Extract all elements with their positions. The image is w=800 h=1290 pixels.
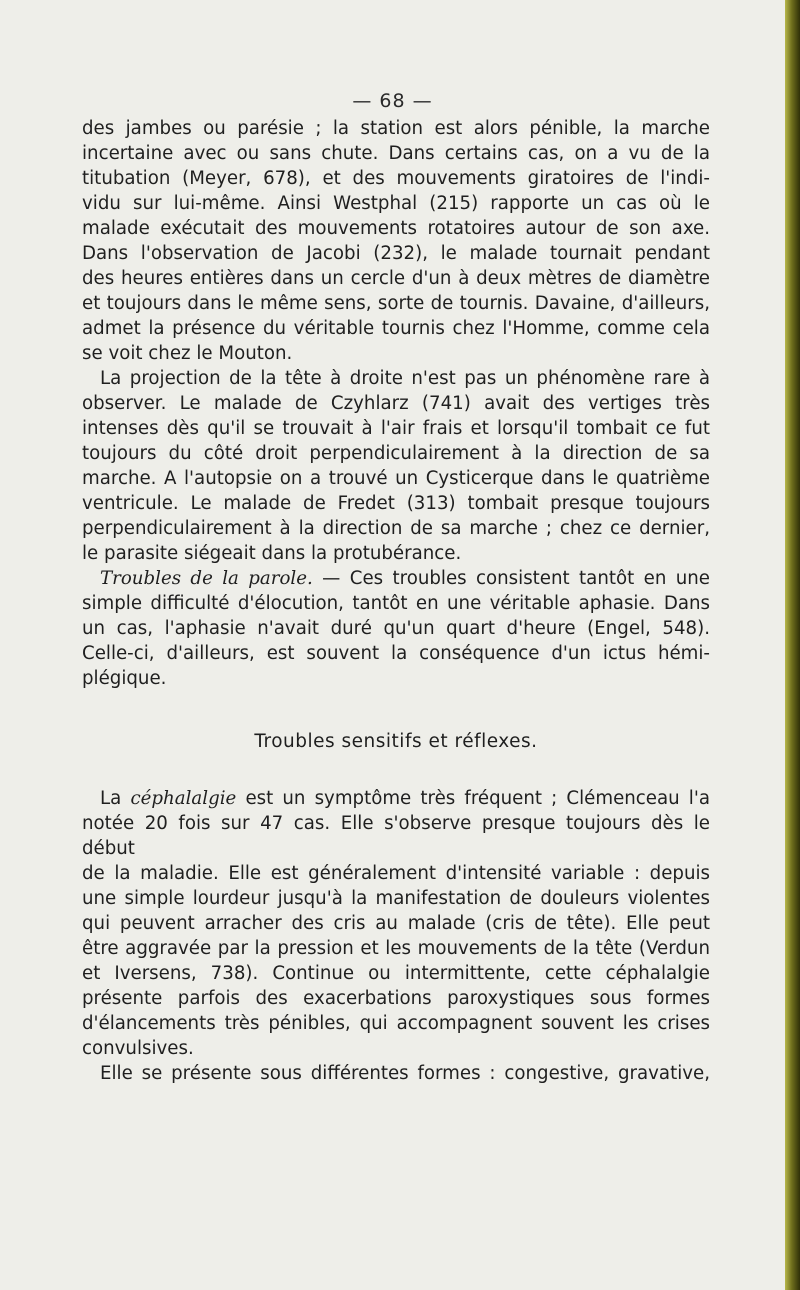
text-line xyxy=(82,786,710,811)
italic-subheading: Troubles de la parole. xyxy=(100,568,313,589)
text-line: observer. Le malade de Czyhlarz (741) avait des vertiges très xyxy=(82,393,710,414)
text-line: être aggravée par la pression et les mouvements de la tête (Verdun xyxy=(82,938,710,959)
text-line: marche. A l'autopsie on a trouvé un Cysticerque dans le quatrième xyxy=(82,468,710,489)
text-line: un cas, l'aphasie n'avait duré qu'un quart d'heure (Engel, 548). xyxy=(82,618,710,639)
text-line: vidu sur lui-même. Ainsi Westphal (215) rapporte un cas où le xyxy=(82,193,710,214)
text-line: et toujours dans le même sens, sorte de tournis. Davaine, d'ailleurs, xyxy=(82,293,710,314)
text-line: des jambes ou parésie ; la station est alors pénible, la marche xyxy=(82,118,710,139)
text-line: qui peuvent arracher des cris au malade (cris de tête). Elle peut xyxy=(82,913,710,934)
text-line: perpendiculairement à la direction de sa marche ; chez ce dernier, xyxy=(82,518,710,539)
text-line: admet la présence du véritable tournis chez l'Homme, comme cela xyxy=(82,318,710,339)
italic-term: céphalalgie xyxy=(130,788,237,809)
text-line: et Iversens, 738). Continue ou intermittente, cette céphalalgie xyxy=(82,963,710,984)
text-line: La projection de la tête à droite n'est pas un phénomène rare à xyxy=(100,368,710,389)
text-line: Dans l'observation de Jacobi (232), le malade tournait pendant xyxy=(82,243,710,264)
text-line: Celle-ci, d'ailleurs, est souvent la conséquence d'un ictus hémi- xyxy=(82,643,710,664)
text-line: plégique. xyxy=(82,668,167,689)
text-line: titubation (Meyer, 678), et des mouvements giratoires de l'indi- xyxy=(82,168,710,189)
text-span: La xyxy=(100,788,131,809)
text-span: — Ces troubles consistent tantôt en une xyxy=(312,568,710,589)
text-line: malade exécutait des mouvements rotatoires autour de son axe. xyxy=(82,218,710,239)
page-number: — 68 — xyxy=(352,90,433,112)
text-line: convulsives. xyxy=(82,1038,194,1059)
text-line: intenses dès qu'il se trouvait à l'air frais et lorsqu'il tombait ce fut xyxy=(82,418,710,439)
text-line xyxy=(82,566,710,591)
page-edge xyxy=(785,0,800,1290)
text-line: le parasite siégeait dans la protubérance. xyxy=(82,543,462,564)
section-heading: Troubles sensitifs et réflexes. xyxy=(254,731,538,752)
text-line: toujours du côté droit perpendiculairement à la direction de sa xyxy=(82,443,710,464)
text-line: simple difficulté d'élocution, tantôt en une véritable aphasie. Dans xyxy=(82,593,710,614)
text-line: des heures entières dans un cercle d'un à deux mètres de diamètre xyxy=(82,268,710,289)
text-span: est un symptôme très fréquent ; Clémenceau l'a xyxy=(236,788,711,809)
text-line: se voit chez le Mouton. xyxy=(82,343,293,364)
text-line: d'élancements très pénibles, qui accompagnent souvent les crises xyxy=(82,1013,710,1034)
text-line: notée 20 fois sur 47 cas. Elle s'observe presque toujours dès le début xyxy=(82,813,710,859)
text-line: Elle se présente sous différentes formes : congestive, gravative, xyxy=(100,1063,710,1084)
text-line: incertaine avec ou sans chute. Dans certains cas, on a vu de la xyxy=(82,143,710,164)
text-line: présente parfois des exacerbations paroxystiques sous formes xyxy=(82,988,710,1009)
text-line: de la maladie. Elle est généralement d'intensité variable : depuis xyxy=(82,863,710,884)
text-line: ventricule. Le malade de Fredet (313) tombait presque toujours xyxy=(82,493,710,514)
text-line: une simple lourdeur jusqu'à la manifestation de douleurs violentes xyxy=(82,888,710,909)
text-body xyxy=(82,116,710,1086)
